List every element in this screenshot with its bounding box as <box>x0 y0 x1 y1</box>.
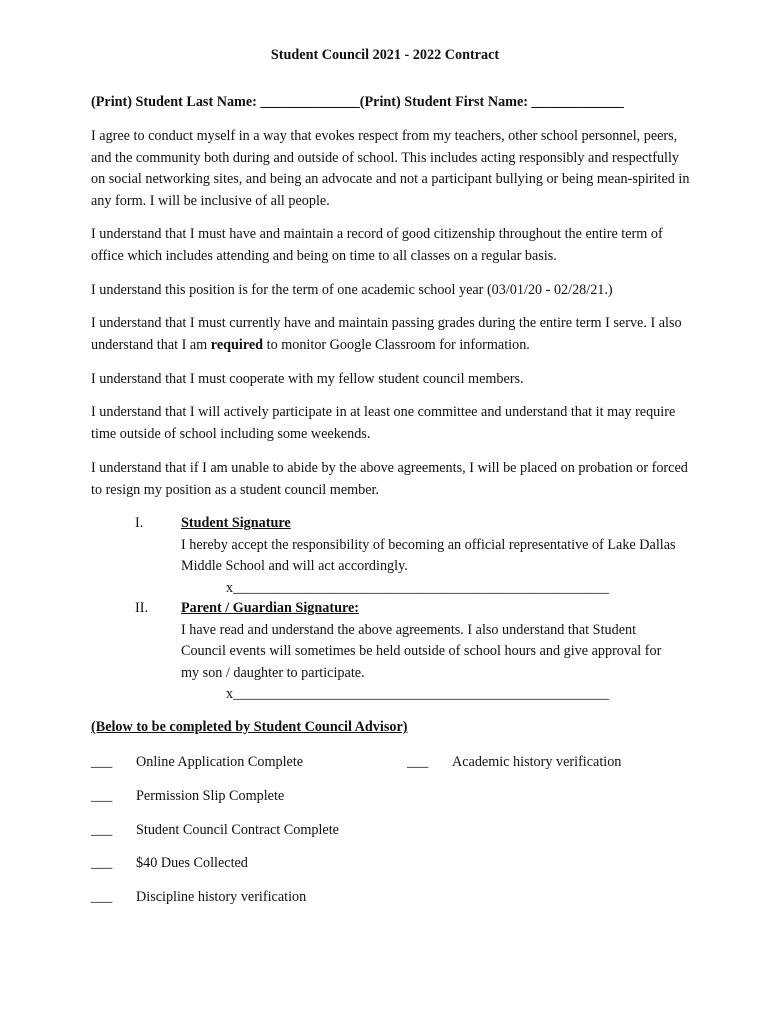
parent-signature-heading: Parent / Guardian Signature: <box>181 600 360 616</box>
parent-signature-text: I have read and understand the above agreements. I also understand that Student Council events will sometimes be held outside of school hours and give approval for my son / daughter to participate. <box>181 621 662 681</box>
committee-paragraph: I understand that I will actively participate in at least one committee and understand that it may require time outside of school including some weekends. <box>91 404 676 442</box>
checklist-item-academic-history[interactable] <box>407 752 622 774</box>
term-paragraph: I understand this position is for the term of one academic school year (03/01/20 - 02/28/21.) <box>91 282 613 298</box>
grades-text-after: to monitor Google Classroom for information. <box>263 336 530 353</box>
grades-paragraph <box>91 313 691 356</box>
page-title: Student Council 2021 - 2022 Contract <box>270 47 500 63</box>
parent-signature-line[interactable]: x_____________________________________________________ <box>226 686 610 702</box>
cooperation-paragraph: I understand that I must cooperate with my fellow student council members. <box>91 371 524 387</box>
grades-text-bold: required <box>210 336 264 353</box>
student-signature-heading: Student Signature <box>181 515 291 531</box>
grades-text-before: I understand that I must currently have and maintain passing grades during the entire term I serve. I also understand that I am <box>91 315 682 353</box>
checkbox-blank[interactable]: ___ <box>91 822 113 838</box>
checkbox-blank[interactable]: ___ <box>91 754 113 770</box>
checkbox-blank[interactable]: ___ <box>407 754 429 770</box>
checkbox-blank[interactable]: ___ <box>91 788 113 804</box>
checklist-label: Academic history verification <box>452 754 622 770</box>
probation-paragraph: I understand that if I am unable to abide by the above agreements, I will be placed on probation or forced to resign my position as a student council member. <box>91 460 688 498</box>
signature-body <box>181 598 681 684</box>
checklist-label: Student Council Contract Complete <box>136 822 339 838</box>
student-signature-text: I hereby accept the responsibility of becoming an official representative of Lake Dallas Middle School and will act accordingly. <box>181 536 676 574</box>
checklist-label: Online Application Complete <box>136 754 304 770</box>
checklist-item-online-application[interactable] <box>91 752 304 774</box>
signature-body <box>181 513 676 578</box>
citizenship-paragraph: I understand that I must have and maintain a record of good citizenship throughout the entire term of office which includes attending and being on time to all classes on a regular basis. <box>91 226 663 264</box>
checkbox-blank[interactable]: ___ <box>91 889 113 905</box>
checklist-label: $40 Dues Collected <box>136 855 248 871</box>
student-signature-line[interactable]: x_____________________________________________________ <box>226 580 610 596</box>
signature-numeral: I. <box>135 515 144 531</box>
checklist-item-discipline-history[interactable] <box>91 887 307 909</box>
checklist-label: Discipline history verification <box>136 889 307 905</box>
checklist-item-permission-slip[interactable] <box>91 786 285 808</box>
checklist-item-dues[interactable] <box>91 853 248 875</box>
checklist-label: Permission Slip Complete <box>136 788 285 804</box>
checkbox-blank[interactable]: ___ <box>91 855 113 871</box>
advisor-section-heading: (Below to be completed by Student Council Advisor) <box>91 719 408 735</box>
signature-numeral: II. <box>135 600 148 616</box>
conduct-paragraph: I agree to conduct myself in a way that evokes respect from my teachers, other school personnel, peers, and the community both during and outside of school. This includes acting responsibly and respectfully on social networking sites, and being an advocate and not a participant bullying or being mean-spirited in any form. I will be inclusive of all people. <box>91 128 690 209</box>
student-name-fields: (Print) Student Last Name: ______________(Print) Student First Name: _____________ <box>91 94 624 110</box>
checklist-item-contract[interactable] <box>91 820 339 842</box>
